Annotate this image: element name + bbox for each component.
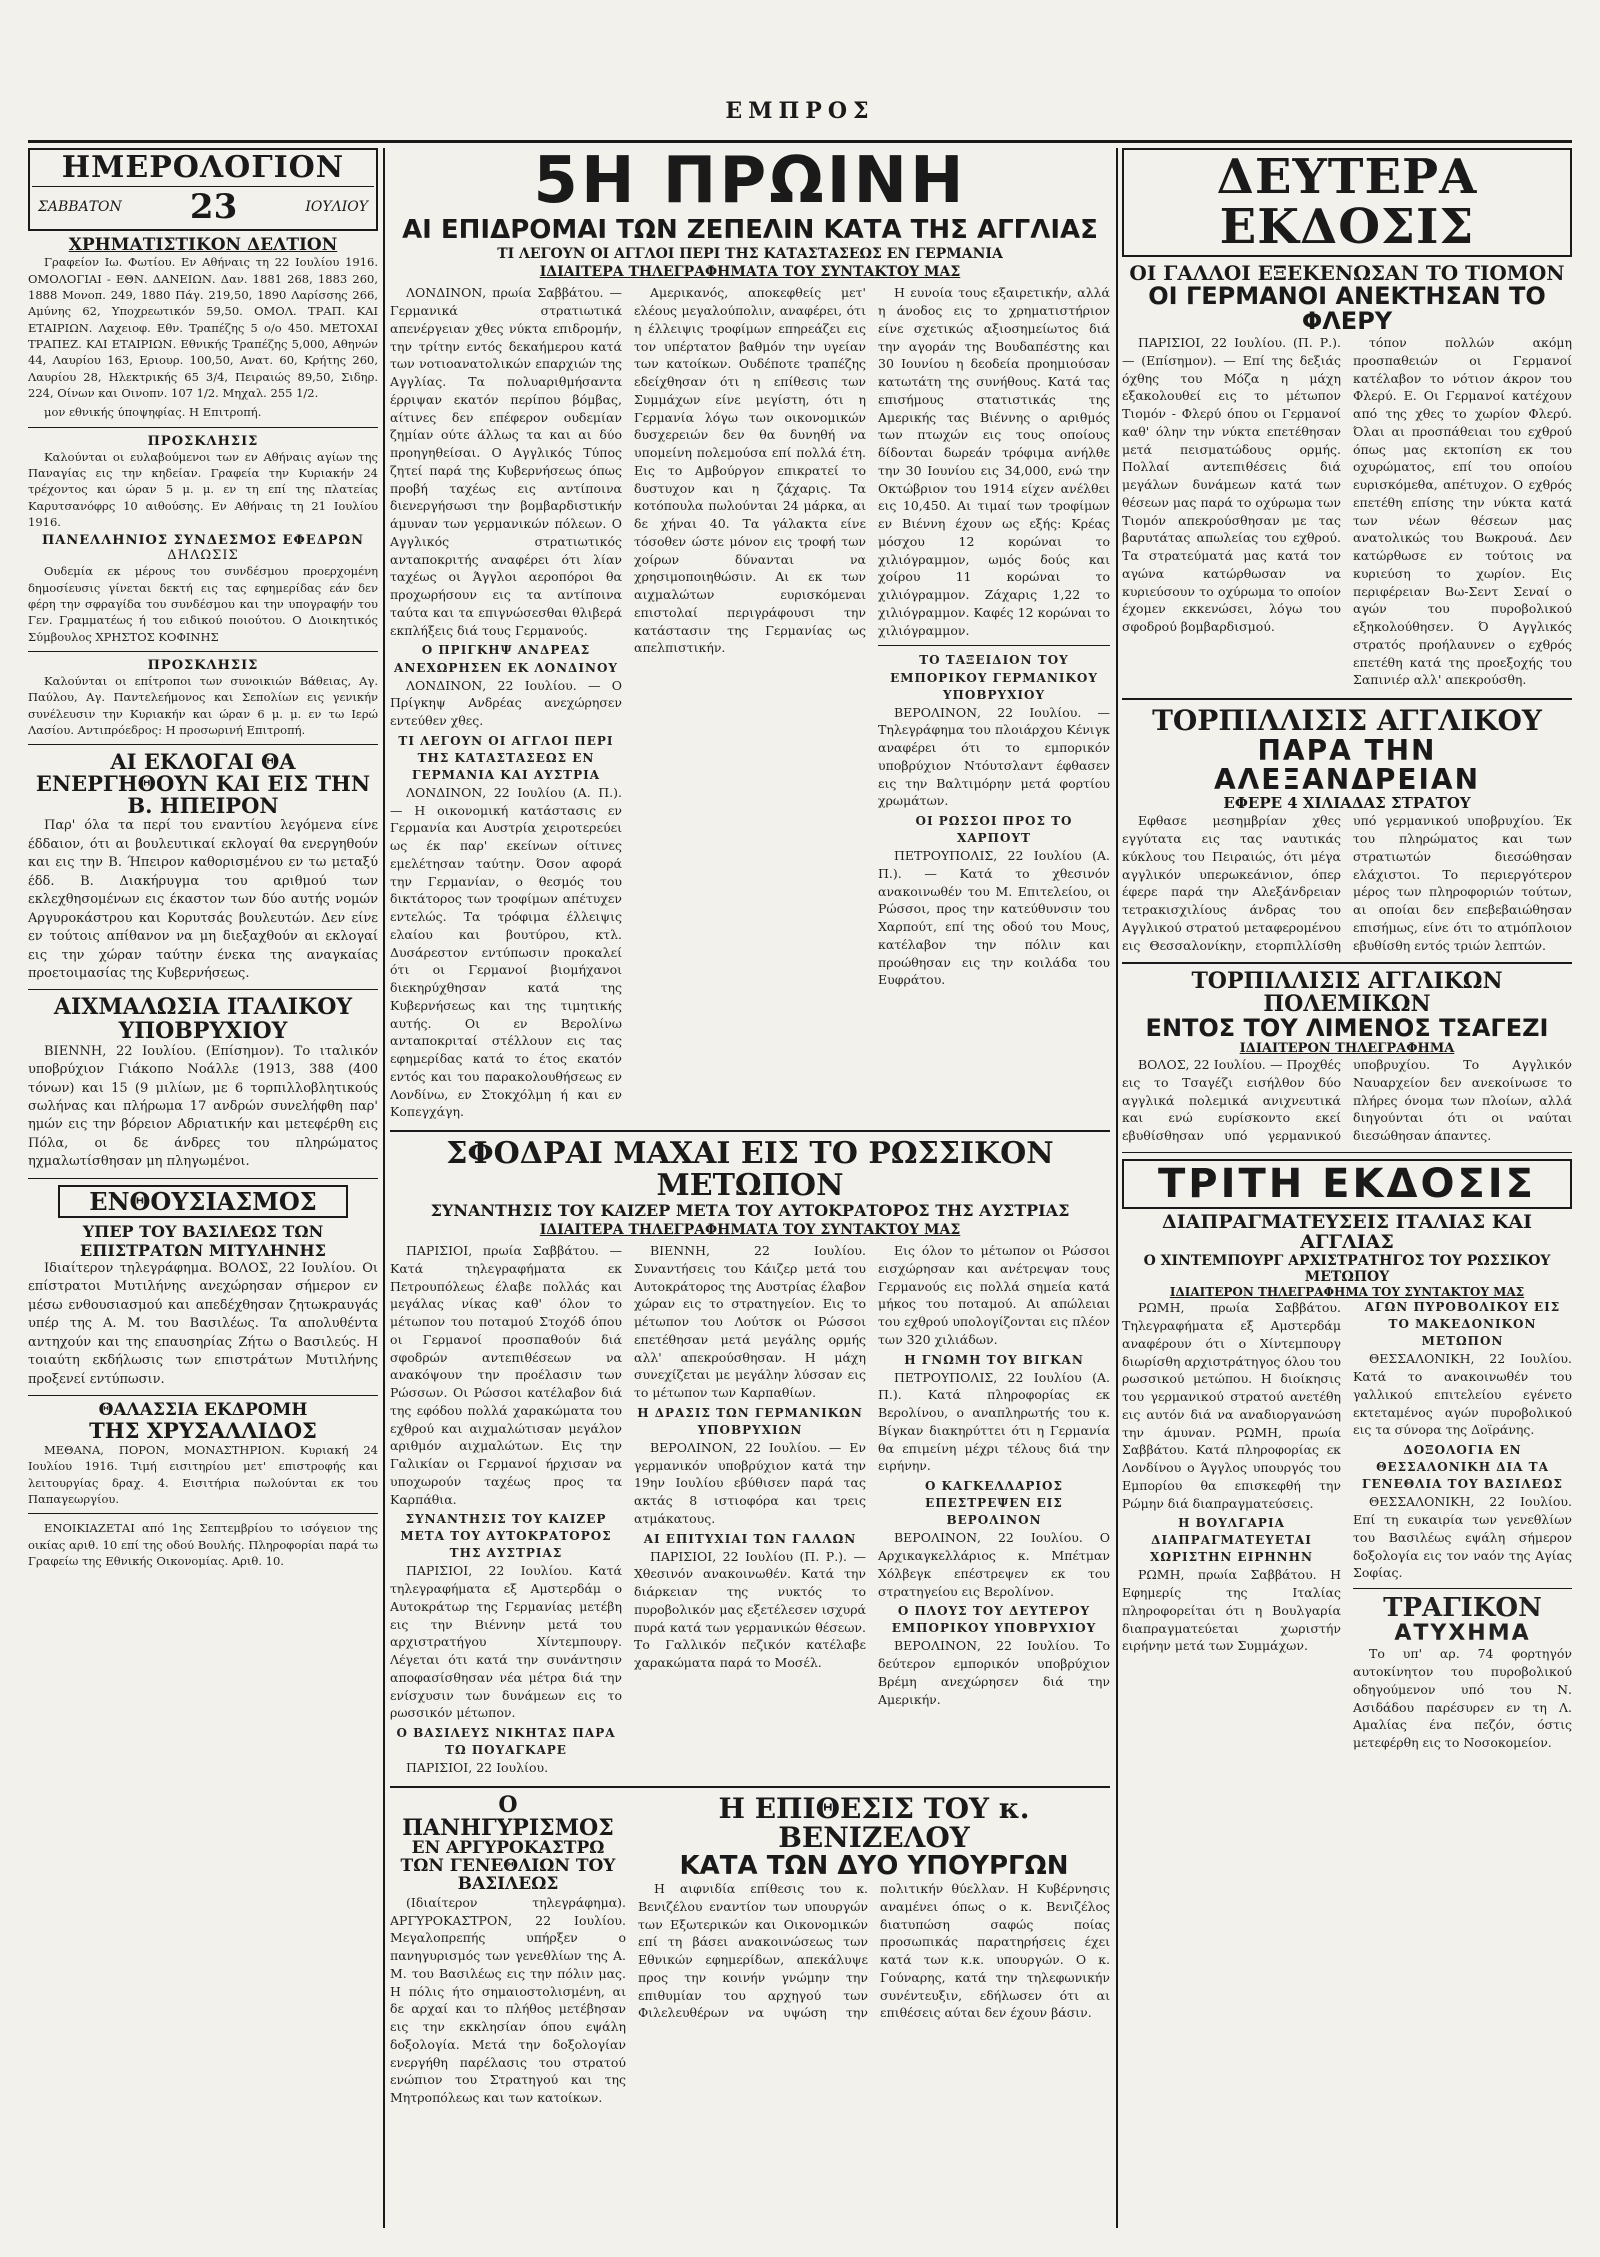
- divider: [390, 1786, 1110, 1788]
- union-text: Ουδεμία εκ μέρους του συνδέσμου προερχομένη δημοσίευσις γίνεται δεκτή εις τας εφημερίδας εάν δεν φέρη την σφραγίδα του συνδέσμου και την υπογραφήν του Γεν. Γραμματέως ή του ειδικού ποιούτου. Ο Διοικητικός Σύμβουλος ΧΡΗΣΤΟΣ ΚΟΦΙΝΗΣ: [28, 564, 378, 644]
- chancellor-text: ΒΕΡΟΛΙΝΟΝ, 22 Ιουλίου. Ο Αρχικαγκελλάριος κ. Μπέτμαν Χόλβεγκ επέστρεψεν εκ του στρατηγείου εις Βερολίνον.: [878, 1530, 1110, 1599]
- kaiser-headline: ΣΥΝΑΝΤΗΣΙΣ ΤΟΥ ΚΑΙΖΕΡ ΜΕΤΑ ΤΟΥ ΑΥΤΟΚΡΑΤΟΡΟΣ ΤΗΣ ΑΥΣΤΡΙΑΣ: [400, 1512, 612, 1561]
- divider: [1122, 698, 1572, 700]
- epirus-headline: ΑΙ ΕΚΛΟΓΑΙ ΘΑ ΕΝΕΡΓΗΘΟΥΝ ΚΑΙ ΕΙΣ ΤΗΝ Β. ΗΠΕΙΡΟΝ: [35, 749, 371, 819]
- calendar-date: 23: [189, 186, 238, 227]
- divider: [28, 1178, 378, 1179]
- second-sub-text: ΒΕΡΟΛΙΝΟΝ, 22 Ιουλίου. Το δεύτερον εμπορικόν υποβρύχιον Βρέμη ανεχώρησεν διά την Αμερικήν.: [878, 1638, 1110, 1707]
- calendar-month: ΙΟΥΛΙΟΥ: [305, 198, 368, 215]
- zeppelin-text-c: Η ευνοία τους εξαιρετικήν, αλλά η άνοδος εις το χρηματιστήριον είνε σχετικώς αξιοσημείωτος διά την αγοράν της Βουδαπέστης και 30 Ιουνίου η δεοδεία προημιούσαν κατωτάτη της συνήθους. Κατά τας επισήμους στατιστικάς της Αμερικής τας Βιέννης ο αριθμός των πτωχών εις τους οποίους δίδονται δωρεάν τρόφιμα ανήλθε την 30 Ιουνίου εις 34,000, ενώ την Οκτώβριον του 1914 είχεν ανέλθει εις 10,450. Αι τιμαί των τροφίμων εν Βιέννη έχουν ως εξής: Κρέας μόσχου 12 κορώναι το χιλιόγραμμον, ωμός δούς και χοίρου 11 κορώναι το χιλιόγραμμον. Ζάχαρις 1,22 το χιλιόγραμμον. Καφές 12 κορώναι το χιλιόγραμμον. ΤΟ ΤΑΞΕΙΔΙΟΝ ΤΟΥ ΕΜΠΟΡΙΚΟΥ ΓΕΡΜΑΝΙΚΟΥ ΥΠΟΒΡΥΧΙΟΥ ΒΕΡΟΛΙΝΟΝ, 22 Ιουλίου. — Τηλεγράφημα του πλοιάρχου Κένιγκ αναφέρει ότι το εμπορικόν υποβρύχιον Ντόυτσλαντ έφθασεν εις την Βαλτιμόρην μετά φορτίου χρωμάτων. ΟΙ ΡΩΣΣΟΙ ΠΡΟΣ ΤΟ ΧΑΡΠΟΥΤ ΠΕΤΡΟΥΠΟΛΙΣ, 22 Ιουλίου (Α. Π.). — Κατά το χθεσινόν ανακοινωθέν του Μ. Επιτελείου, οι Ρώσσοι, προς την κατεύθυνσιν του Χαρπούτ, επί της οδού του Μους, κατέλαβον την πόλιν και προώθησαν εις την κοιλάδα του Ευφράτου.: [878, 285, 1110, 988]
- tragic-subhead: ΑΤΥΧΗΜΑ: [1394, 1621, 1531, 1647]
- second-sub-headline: Ο ΠΛΟΥΣ ΤΟΥ ΔΕΥΤΕΡΟΥ ΕΜΠΟΡΙΚΟΥ ΥΠΟΒΡΥΧΙΟΥ: [891, 1604, 1097, 1636]
- financial-text: Γραφείον Ιω. Φωτίου. Εν Αθήναις τη 22 Ιουλίου 1916. ΟΜΟΛΟΓΙΑΙ - ΕΘΝ. ΔΑΝΕΙΩΝ. Δαν. 1881 268, 1883 260, 1888 Μονοπ. 249, 1880 Πάγ. 219,50, 1890 Λαρίσσης 266, Αμύνης 62, Υποχρεωτικόν 59,50. ΟΜΟΛ. ΤΡΑΠ. ΚΑΙ ΕΤΑΙΡΙΩΝ. Λαχειοφ. Εθν. Τραπέζης 5 ο/ο 450. ΜΕΤΟΧΑΙ ΤΡΑΠΕΖ. ΚΑΙ ΕΤΑΙΡΙΩΝ. Εθνικής Τραπέζης 5,000, Αθηνών 44, Λαυρίου 163, Εριουρ. 100,50, Ανατ. 60, Κρήτης 260, Λαυρίου 28, Ηλεκτρικής 65 3/4, Πειραιώς 89,50, Σιδηρ. 224, Οίνων και Οινοπν. 107 1/2. Μηχαλ. 255 1/2.: [28, 255, 378, 400]
- committee-note: μον εθνικής ύποψηφίας. Η Επιτροπή.: [44, 405, 262, 420]
- france-headline: ΟΙ ΓΑΛΛΟΙ ΕΞΕΚΕΝΩΣΑΝ ΤΟ ΤΙΟΜΟΝ: [1129, 260, 1565, 285]
- third-edition-banner: ΤΡΙΤΗ ΕΚΔΟΣΙΣ: [1122, 1159, 1572, 1209]
- italy-wire: ΙΔΙΑΙΤΕΡΟΝ ΤΗΛΕΓΡΑΦΗΜΑ ΤΟΥ ΣΥΝΤΑΚΤΟΥ ΜΑΣ: [1169, 1285, 1525, 1300]
- center-column: [390, 144, 1110, 2110]
- right-column: [1122, 148, 1572, 1755]
- tragic-text: Το υπ' αρ. 74 φορτηγόν αυτοκίνητον του πυροβολικού οδηγούμενον υπό του Ν. Ασιδάδου παρέσυρεν εν τη Λ. Αμαλίας ένα πεζόν, όστις μετεφέρθη εις το Νοσοκομείον.: [1353, 1646, 1572, 1751]
- russians-text: ΠΕΤΡΟΥΠΟΛΙΣ, 22 Ιουλίου (Α. Π.). — Κατά το χθεσινόν ανακοινωθέν του Μ. Επιτελείου, οι Ρώσσοι, προς την κατεύθυνσιν του Χαρπούτ, επί της οδού του Μους, κατέλαβον την πόλιν και προώθησαν εις την κοιλάδα του Ευφράτου.: [878, 848, 1110, 988]
- venizelos-headline: Η ΕΠΙΘΕΣΙΣ ΤΟΥ κ. ΒΕΝΙΖΕΛΟΥ: [718, 1792, 1030, 1855]
- russians-headline: ΟΙ ΡΩΣΣΟΙ ΠΡΟΣ ΤΟ ΧΑΡΠΟΥΤ: [915, 814, 1073, 846]
- divider: [28, 989, 378, 990]
- battles-text-a: ΠΑΡΙΣΙΟΙ, πρωία Σαββάτου. — Κατά τηλεγραφήματα εκ Πετρουπόλεως έλαβε πολλάς και μεγάλας νίκας καθ' όλον το μέτωπον του ποταμού Στοχόδ όπου οι Γερμανοί προσπαθούν διά σφοδρών αντεπιθέσεων να ανακόψουν την προέλασιν των Ρώσσων. Οι Ρώσσοι κατέλαβον διά της εφόδου πολλά χαρακώματα του εχθρού και αιχμαλώτισαν μεγάλον αριθμόν αιχμαλώτων. Εις την Γαλικίαν οι Γερμανοί ήρχισαν να υποχωρούν ταχέως προς τα Καρπάθια. ΣΥΝΑΝΤΗΣΙΣ ΤΟΥ ΚΑΙΖΕΡ ΜΕΤΑ ΤΟΥ ΑΥΤΟΚΡΑΤΟΡΟΣ ΤΗΣ ΑΥΣΤΡΙΑΣ ΠΑΡΙΣΙΟΙ, 22 Ιουλίου. Κατά τηλεγραφήματα εξ Αμστερδάμ ο Αυτοκράτωρ της Γερμανίας μετέβη εις την Βιέννην μετά του αρχιστρατήγου Χίντεμπουργ. Λέγεται ότι κατά την συνάντησιν αποφασίσθησαν νέα μέτρα διά την ενίσχυσιν των δυνάμεων εις το ρωσσικόν μέτωπον. Ο ΒΑΣΙΛΕΥΣ ΝΙΚΗΤΑΣ ΠΑΡΑ ΤΩ ΠΟΥΑΓΚΑΡΕ ΠΑΡΙΣΙΟΙ, 22 Ιουλίου.: [390, 1243, 622, 1776]
- panigyrismos-text: (Ιδιαίτερον τηλεγράφημα). ΑΡΓΥΡΟΚΑΣΤΡΟΝ, 22 Ιουλίου. Μεγαλοπρεπής υπήρξεν ο πανηγυρισμός των γενεθλίων της Α. Μ. του Βασιλέως εις την πόλιν μας. Η πόλις ήτο σημαιοστολισμένη, αι δε αρχαί και το πλήθος μετέβησαν εις την εκκλησίαν όπου εψάλη δοξολογία. Μετά την δοξολογίαν ενεργήθη παρέλασις του στρατού ενώπιον του Στρατηγού και της Μητροπόλεως και των κατοίκων.: [390, 1894, 626, 2106]
- edition-banner: 5Η ΠΡΩΙΝΗ: [533, 144, 967, 218]
- torpedo-text: Εφθασε μεσημβρίαν χθες εγγύτατα εις τας ναυτικάς κύκλους του Πειραιώς, ότι μέγα αγγλικόν υπερωκεάνιον, όπερ έφερε παρά την Αλεξάνδρειαν τετρακισχιλίους άνδρας του Αγγλικού στρατού μεταφερομένου εις Θεσσαλονίκην, ετορπιλλίσθη υπό γερμανικού υποβρυχίου. Έκ του πληρώματος και των στρατιωτών διεσώθησαν ελάχιστοι. Το περιεργότερον μέρος των πληροφοριών τούτων, αι οποίαι δεν επεβεβαιώθησαν επισήμως, είνε ότι το ατμόπλοιον εβυθίσθη εντός τριών λεπτών.: [1122, 813, 1572, 953]
- enthusiasm-text: Ιδιαίτερον τηλεγράφημα. ΒΟΛΟΣ, 22 Ιουλίου. Οι επίστρατοι Μυτιλήνης ανεχώρησαν σήμερον εν μέσω ενθουσιασμού και απεδέχθησαν ζητωκραυγάς υπέρ της Α. Μ. του Βασιλέως. Τα απολυθέντα αντηχούν και της επαυσηρίας Ζήτω ο Βασιλεύς. Η τοιαύτη εκδήλωσις των επιστράτων Μυτιλήνης προξενεί εντύπωσιν.: [28, 1260, 378, 1387]
- trial-headline: ΑΓΩΝ ΠΥΡΟΒΟΛΙΚΟΥ ΕΙΣ ΤΟ ΜΑΚΕΔΟΝΙΚΟΝ ΜΕΤΩΠΟΝ: [1364, 1300, 1561, 1349]
- divider: [1122, 962, 1572, 964]
- divider: [28, 1395, 378, 1396]
- panigyrismos-headline: Ο ΠΑΝΗΓΥΡΙΣΜΟΣ: [402, 1792, 614, 1842]
- italy-text: ΡΩΜΗ, πρωία Σαββάτου. Τηλεγραφήματα εξ Αμστερδάμ αναφέρουν ότι ο Χίντεμπουργ διωρίσθη αρχιστράτηγος όλου του ρωσσικού μετώπου. Η διοίκησις του γερμανικού στρατού ανετέθη εις αυτόν διά να αναδιοργανώση την άμυναν. ΡΩΜΗ, πρωία Σαββάτου. Κατά πληροφορίας εκ Λονδίνου ο Άγγλος υπουργός του Εμπορίου θα επισκεφθή την Ρώμην διά διαπραγματεύσεις. Η ΒΟΥΛΓΑΡΙΑ ΔΙΑΠΡΑΓΜΑΤΕΥΕΤΑΙ ΧΩΡΙΣΤΗΝ ΕΙΡΗΝΗΝ ΡΩΜΗ, πρωία Σαββάτου. Η Εφημερίς της Ιταλίας πληροφορείται ότι η Βουλγαρία διαπραγματεύεται χωριστήν ειρήνην μετά των Συμμάχων.: [1122, 1300, 1341, 1654]
- andreas-headline: Ο ΠΡΙΓΚΗΨ ΑΝΔΡΕΑΣ ΑΝΕΧΩΡΗΣΕΝ ΕΚ ΛΟΝΔΙΝΟΥ: [394, 643, 618, 675]
- rent-notice: ΕΝΟΙΚΙΑΖΕΤΑΙ από 1ης Σεπτεμβρίου το ισόγειον της οικίας αριθ. 10 επί της οδού Βουλής. Πληροφορίαι παρά τω Γραφείω της Εθνικής Οικονομίας. Αριθ. 10.: [28, 1521, 378, 1569]
- german-sub-text: ΒΕΡΟΛΙΝΟΝ, 22 Ιουλίου. — Εν γερμανικόν υποβρύχιον κατά την 19ην Ιουλίου εβύθισεν παρά τας ακτάς 8 ιστιοφόρα και τρεις ατμάκατους.: [634, 1439, 866, 1526]
- divider: [28, 744, 378, 745]
- battles-text-b: ΒΙΕΝΝΗ, 22 Ιουλίου. Συναντήσεις του Κάιζερ μετά του Αυτοκράτορος της Αυστρίας έλαβον χώραν εις το στρατηγείον. Εις το μέτωπον του Λούτσκ οι Ρώσσοι επετέθησαν μετά μεγάλης ορμής αλλ' απεκρούσθησαν. Η μάχη συνεχίζεται με μεγάλην λύσσαν εις το μέτωπον των Καρπαθίων. Η ΔΡΑΣΙΣ ΤΩΝ ΓΕΡΜΑΝΙΚΩΝ ΥΠΟΒΡΥΧΙΩΝ ΒΕΡΟΛΙΝΟΝ, 22 Ιουλίου. — Εν γερμανικόν υποβρύχιον κατά την 19ην Ιουλίου εβύθισεν παρά τας ακτάς 8 ιστιοφόρα και τρεις ατμάκατους. ΑΙ ΕΠΙΤΥΧΙΑΙ ΤΩΝ ΓΑΛΛΩΝ ΠΑΡΙΣΙΟΙ, 22 Ιουλίου (Π. Ρ.). — Χθεσινόν ανακοινωθέν. Κατά την διάρκειαν της νυκτός το πυροβολικόν μας εξετέλεσεν ισχυρά πυρά κατά των γερμανικών θέσεων. Το Γαλλικόν πεζικόν κατέλαβε χαρακώματα παρά το Μοσέλ.: [634, 1243, 866, 1671]
- column-divider: [383, 148, 385, 2228]
- doxol-headline: ΔΟΞΟΛΟΓΙΑ ΕΝ ΘΕΣΣΑΛΟΝΙΚΗ ΔΙΑ ΤΑ ΓΕΝΕΘΛΙΑ ΤΟΥ ΒΑΣΙΛΕΩΣ: [1362, 1443, 1563, 1492]
- column-divider: [1116, 148, 1118, 2228]
- enthusiasm-headline: ΕΝΘΟΥΣΙΑΣΜΟΣ: [58, 1185, 348, 1218]
- excursion-text: ΜΕΘΑΝΑ, ΠΟΡΟΝ, ΜΟΝΑΣΤΗΡΙΟΝ. Κυριακή 24 Ιουλίου 1916. Τιμή εισιτηρίου μετ' επιστροφής και λειτουργίας δραχ. 4. Εισιτήρια πωλούνται εκ του Παπαγεωργίου.: [28, 1443, 378, 1507]
- left-column: [28, 148, 378, 1572]
- italy-subhead: Ο ΧΙΝΤΕΜΠΟΥΡΓ ΑΡΧΙΣΤΡΑΤΗΓΟΣ ΤΟΥ ΡΩΣΣΙΚΟΥ ΜΕΤΩΠΟΥ: [1143, 1253, 1551, 1286]
- taxidion-headline: ΤΟ ΤΑΞΕΙΔΙΟΝ ΤΟΥ ΕΜΠΟΡΙΚΟΥ ΓΕΡΜΑΝΙΚΟΥ ΥΠΟΒΡΥΧΙΟΥ: [890, 653, 1098, 702]
- germany-text: ΛΟΝΔΙΝΟΝ, 22 Ιουλίου (Α. Π.). — Η οικονομική κατάστασις εν Γερμανία και Αυστρία χειροτερεύει ως έκ παρ' εκείνων οίτινες εμελέτησαν ταύτην. Όσον αφορά την Γερμανίαν, ο θεσμός του δικτάτορος των τροφίμων απέτυχεν εντελώς. Τα τρόφιμα έλλειψις ελαίου και βουτύρου, κτλ. Δυσάρεστον εντύπωσιν προκαλεί ότι οι Γερμανοί βιομήχανοι διεκηρύχθησαν κατά της Κυβερνήσεως και της τιμητικής αυτής. Οι εν Βερολίνω ανταποκριταί στέλλουν εις τας εφημερίδας κατά το έτος εκατόν εντός και του παρακολουθήσεως εν Λονδίνω, εν Στοκχόλμη ή και εν Κοπεγχάγη.: [390, 784, 622, 1120]
- bulgaria-headline: Η ΒΟΥΛΓΑΡΙΑ ΔΙΑΠΡΑΓΜΑΤΕΥΕΤΑΙ ΧΩΡΙΣΤΗΝ ΕΙΡΗΝΗΝ: [1150, 1516, 1313, 1565]
- zeppelin-text-b: Αμερικανός, αποκεφθείς μετ' ελέους μεγαλούπολιν, αναφέρει, ότι η έλλειψις τροφίμων επηρεάζει εις τον υπέρτατον βαθμόν την υγείαν των κατοίκων. Ουδέποτε τραπέζης εδείχθησαν ότι η επίθεσις των Συμμάχων είνε μεγίστη, ότι η Γερμανία λόγω των οικονομικών δυσχερειών δεν θα δυνηθή να υπομείνη πολεμούσα επί πολλά έτη. Εις το Αμβούργον επικρατεί το δυστυχον και η ζάχαρις. Τα κοτόπουλα πωλούνται 24 μάρκα, αι δε χήναι 40. Τα γάλακτα είνε τόσοθεν ώστε μόνον εις τροφή των χοίρων δύνανται να χρησιμοποιηθώσιν. Αι εκ των αιχμαλώτων ευρισκόμεναι επιστολαί περιγράφουσι την κατάστασιν της Γερμανίας ως απελπιστικήν.: [634, 285, 866, 656]
- paper-name: ΕΜΠΡΟΣ: [725, 98, 875, 124]
- france-text-a: ΠΑΡΙΣΙΟΙ, 22 Ιουλίου. (Π. Ρ.). — (Επίσημον). — Επί της δεξιάς όχθης του Μόζα η μάχη εξακολουθεί εις το μέτωπον Τιομόν - Φλερύ όπου οι Γερμανοί καθ' όλην την νύκτα επετέθησαν μετά πεισματώδους ορμής. Πολλαί αντεπιθέσεις διά μεγάλων δυνάμεων κατά των θέσεων μας παρά το οχύρωμα των Τιομόν απεκρούσθησαν με τας βαρυτάτας απωλείας του εχθρού. Τα στρατεύματά μας κατά τον αγώνα κατώρθωσαν να κυριεύσουν το οχύρωμα το οποίον έχομεν εκκενώσει, λόγω του σφοδρού βομβαρδισμού.: [1122, 335, 1341, 635]
- financial-title: ΧΡΗΜΑΤΙΣΤΙΚΟΝ ΔΕΛΤΙΟΝ: [68, 234, 338, 255]
- excursion-subhead: ΤΗΣ ΧΡΥΣΑΛΛΙΔΟΣ: [89, 1418, 317, 1443]
- masthead: [28, 20, 1572, 124]
- kaiser-subhead: ΣΥΝΑΝΤΗΣΙΣ ΤΟΥ ΚΑΙΖΕΡ ΜΕΤΑ ΤΟΥ ΑΥΤΟΚΡΑΤΟΡΟΣ ΤΗΣ ΑΥΣΤΡΙΑΣ: [430, 1201, 1070, 1221]
- torpedo-subhead: ΠΑΡΑ ΤΗΝ ΑΛΕΞΑΝΔΡΕΙΑΝ: [1213, 733, 1481, 796]
- calendar-box: [28, 148, 378, 231]
- french-headline: ΑΙ ΕΠΙΤΥΧΙΑΙ ΤΩΝ ΓΑΛΛΩΝ: [643, 1531, 857, 1546]
- excursion-headline: ΘΑΛΑΣΣΙΑ ΕΚΔΡΟΜΗ: [98, 1400, 308, 1421]
- france-text-b: τόπον πολλών ακόμη προσπαθειών οι Γερμανοί κατέλαβον το νότιον άκρον του Φλερύ. Ε. Οι Γερμανοί κατέχουν από της χθες το χωρίον Φλερύ. Όλαι αι προσπάθειαι του εχθρού όπως μας εκτοπίση εκ του οχυρώματος, επί του οποίου ευρισκόμεθα, απέτυχον. Ο εχθρός επετέθη επίσης την νύκτα κατά των νέων θέσεων μας ανατολικώς του Βωκρουά. Δεν κατώρθωσε εν τούτοις να κυριεύση το χωρίον. Εις περιφέρειαν Βω-Σεντ Σεναί ο αγών του πυροβολικού εξηκολούθησεν. Ό Αγγλικός στρατός προήλαυνεν ο εχθρός επετέθη κατά της προεξοχής του Σαπινιέρ αλλ' απεκρούσθη.: [1353, 335, 1572, 688]
- masthead-rule: [28, 140, 1572, 143]
- german-sub-headline: Η ΔΡΑΣΙΣ ΤΩΝ ΓΕΡΜΑΝΙΚΩΝ ΥΠΟΒΡΥΧΙΩΝ: [637, 1405, 863, 1437]
- union-subtitle: ΔΗΛΩΣΙΣ: [167, 548, 239, 564]
- invitation-text: Καλούνται οι ευλαβούμενοι των εν Αθήναις αγίων της Παναγίας εις την κηδείαν. Γραφεία την Κυριακήν 24 τρέχοντος και ώραν 5 μ. μ. εν τη επί της πλατείας Καρυτσανόφρς 10 αιθούσης. Εν Αθήναις τη 21 Ιουλίου 1916.: [28, 449, 378, 529]
- tsagezi-headline: ΤΟΡΠΙΛΛΙΣΙΣ ΑΓΓΛΙΚΩΝ ΠΟΛΕΜΙΚΩΝ: [1191, 967, 1503, 1017]
- divider: [28, 651, 378, 652]
- tsagezi-subhead: ΕΝΤΟΣ ΤΟΥ ΛΙΜΕΝΟΣ ΤΣΑΓΕΖΙ: [1145, 1014, 1549, 1043]
- trial-text: ΘΕΣΣΑΛΟΝΙΚΗ, 22 Ιουλίου. Κατά το ανακοινωθέν του γαλλικού επιτελείου εγένετο εκτεταμένος αγών πυροβολικού εις τα σύνορα της Δοϊράνης.: [1353, 1351, 1572, 1438]
- andreas-text: ΛΟΝΔΙΝΟΝ, 22 Ιουλίου. — Ο Πρίγκηψ Ανδρέας ανεχώρησεν εντεύθεν χθες.: [390, 677, 622, 729]
- main-headline: ΑΙ ΕΠΙΔΡΟΜΑΙ ΤΩΝ ΖΕΠΕΛΙΝ ΚΑΤΑ ΤΗΣ ΑΓΓΛΙΑΣ: [402, 215, 1098, 246]
- enthusiasm-subhead: ΥΠΕΡ ΤΟΥ ΒΑΣΙΛΕΩΣ ΤΩΝ ΕΠΙΣΤΡΑΤΩΝ ΜΙΤΥΛΗΝΗΣ: [80, 1221, 326, 1260]
- submarine-text: ΒΙΕΝΝΗ, 22 Ιουλίου. (Επίσημον). Το ιταλικόν υποβρύχιον Γιάκοπο Νοάλλε (1913, 388 (400 τόνων) και 15 (9 μιλίων, με 6 τορπιλλοβλητικούς σωλήνας και πλήρωμα 17 ανδρών συνελήφθη παρ' ημών εις την βόρειον Αδριατικήν και μετεφέρθη εις Πόλα, οι δε άνδρες του πληρώματος ηχμαλωτίσθησαν μη πληγωμένοι.: [28, 1043, 378, 1170]
- panigyrismos-subhead: ΕΝ ΑΡΓΥΡΟΚΑΣΤΡΩ ΤΩΝ ΓΕΝΕΘΛΙΩΝ ΤΟΥ ΒΑΣΙΛΕΩΣ: [400, 1838, 616, 1894]
- nikitas-text: ΠΑΡΙΣΙΟΙ, 22 Ιουλίου.: [406, 1760, 549, 1776]
- battles-headline: ΣΦΟΔΡΑΙ ΜΑΧΑΙ ΕΙΣ ΤΟ ΡΩΣΣΙΚΟΝ ΜΕΤΩΠΟΝ: [446, 1136, 1054, 1203]
- venizelos-article: [638, 1794, 1110, 2110]
- chancellor-headline: Ο ΚΑΓΚΕΛΛΑΡΙΟΣ ΕΠΕΣΤΡΕΨΕΝ ΕΙΣ ΒΕΡΟΛΙΝΟΝ: [925, 1479, 1063, 1528]
- divider: [390, 1130, 1110, 1132]
- france-subhead: ΟΙ ΓΕΡΜΑΝΟΙ ΑΝΕΚΤΗΣΑΝ ΤΟ ΦΛΕΡΥ: [1148, 281, 1546, 335]
- battles-text-c: Εις όλον το μέτωπον οι Ρώσσοι εισχώρησαν και ανέτρεψαν τους Γερμανούς εις πολλά σημεία κατά μήκος του ποταμού. Αι απώλειαι του εχθρού υπολογίζονται εις πλέον των 320 χιλιάδων. Η ΓΝΩΜΗ ΤΟΥ ΒΙΓΚΑΝ ΠΕΤΡΟΥΠΟΛΙΣ, 22 Ιουλίου (Α. Π.). Κατά πληροφορίας εκ Βερολίνου, ο αναπληρωτής του κ. Βίγκαν διακηρύττει ότι η Γερμανία θα επιμείνη μέχρι τέλους διά την ειρήνην. Ο ΚΑΓΚΕΛΛΑΡΙΟΣ ΕΠΕΣΤΡΕΨΕΝ ΕΙΣ ΒΕΡΟΛΙΝΟΝ ΒΕΡΟΛΙΝΟΝ, 22 Ιουλίου. Ο Αρχικαγκελλάριος κ. Μπέτμαν Χόλβεγκ επέστρεψεν εκ του στρατηγείου εις Βερολίνον. Ο ΠΛΟΥΣ ΤΟΥ ΔΕΥΤΕΡΟΥ ΕΜΠΟΡΙΚΟΥ ΥΠΟΒΡΥΧΙΟΥ ΒΕΡΟΛΙΝΟΝ, 22 Ιουλίου. Το δεύτερον εμπορικόν υποβρύχιον Βρέμη ανεχώρησεν διά την Αμερικήν.: [878, 1243, 1110, 1707]
- union-title: ΠΑΝΕΛΛΗΝΙΟΣ ΣΥΝΔΕΣΜΟΣ ΕΦΕΔΡΩΝ: [41, 533, 365, 549]
- venizelos-text: Η αιφνιδία επίθεσις του κ. Βενιζέλου εναντίον των υπουργών των Εξωτερικών και Οικονομικών επί τη βάσει ανακοινώσεως των Εθνικών εφημερίδων, απεκάλυψε προς την κοινήν γνώμην την επιθυμίαν του αρχηγού των Φιλελευθέρων να υψώση την πολιτικήν θύελλαν. Η Κυβέρνησις αναμένει όπως ο κ. Βενιζέλος διατυπώση σαφώς ποίας προσωπικάς παρατηρήσεις έχει κατά των κ.κ. υπουργών. Ο κ. Γούναρης, κατά την τηλεφωνικήν συνέντευξιν, εδήλωσεν ότι αι επιθέσεις αύται δεν έχουν βάσιν.: [638, 1881, 1110, 2021]
- calendar-day: ΣΑΒΒΑΤΟΝ: [38, 198, 122, 215]
- main-subhead: ΤΙ ΛΕΓΟΥΝ ΟΙ ΑΓΓΛΟΙ ΠΕΡΙ ΤΗΣ ΚΑΤΑΣΤΑΣΕΩΣ ΕΝ ΓΕΡΜΑΝΙΑ: [497, 246, 1003, 263]
- divider: [1122, 1152, 1572, 1153]
- french-text: ΠΑΡΙΣΙΟΙ, 22 Ιουλίου (Π. Ρ.). — Χθεσινόν ανακοινωθέν. Κατά την διάρκειαν της νυκτός το πυροβολικόν μας εξετέλεσεν ισχυρά πυρά κατά των γερμανικών θέσεων. Το Γαλλικόν πεζικόν κατέλαβε χαρακώματα παρά το Μοσέλ.: [634, 1548, 866, 1671]
- doxol-text: ΘΕΣΣΑΛΟΝΙΚΗ, 22 Ιουλίου. Επί τη ευκαιρία των γενεθλίων του Βασιλέως εψάλη σήμερον δοξολογία εις τον ναόν της Αγίας Σοφίας.: [1353, 1494, 1572, 1581]
- calendar-title: ΗΜΕΡΟΛΟΓΙΟΝ: [61, 150, 345, 185]
- tragic-headline: ΤΡΑΓΙΚΟΝ: [1383, 1593, 1542, 1624]
- tsagezi-wire: ΙΔΙΑΙΤΕΡΟΝ ΤΗΛΕΓΡΑΦΗΜΑ: [1239, 1041, 1455, 1057]
- wire-label: ΙΔΙΑΙΤΕΡΑ ΤΗΛΕΓΡΑΦΗΜΑΤΑ ΤΟΥ ΣΥΝΤΑΚΤΟΥ ΜΑΣ: [539, 1222, 961, 1239]
- venizelos-subhead: ΚΑΤΑ ΤΩΝ ΔΥΟ ΥΠΟΥΡΓΩΝ: [679, 1850, 1069, 1881]
- torpedo-subhead-2: ΕΦΕΡΕ 4 ΧΙΛΙΑΔΑΣ ΣΤΡΑΤΟΥ: [1223, 794, 1471, 813]
- nikitas-headline: Ο ΒΑΣΙΛΕΥΣ ΝΙΚΗΤΑΣ ΠΑΡΑ ΤΩ ΠΟΥΑΓΚΑΡΕ: [396, 1726, 616, 1758]
- second-edition-banner: ΔΕΥΤΕΡΑ ΕΚΔΟΣΙΣ: [1122, 148, 1572, 257]
- trial-column: [1353, 1299, 1572, 1755]
- tsagezi-text: ΒΟΛΟΣ, 22 Ιουλίου. — Προχθές εις το Τσαγέζι εισήλθον δύο αγγλικά πολεμικά ανιχνευτικά και ενώ ευρίσκοντο εκεί εβυθίσθησαν υπό γερμανικού υποβρυχίου. Το Αγγλικόν Ναυαρχείον δεν ανεκοίνωσε το πλήρες όνομα των πλοίων, αλλά διηγούνται ότι οι ναύται διεσώθησαν άπαντες.: [1122, 1057, 1572, 1144]
- taxidion-text: ΒΕΡΟΛΙΝΟΝ, 22 Ιουλίου. — Τηλεγράφημα του πλοιάρχου Κένιγκ αναφέρει ότι το εμπορικόν υποβρύχιον Ντόυτσλαντ έφθασεν εις την Βαλτιμόρην μετά φορτίου χρωμάτων.: [878, 704, 1110, 809]
- torpedo-headline: ΤΟΡΠΙΛΛΙΣΙΣ ΑΓΓΛΙΚΟΥ: [1152, 704, 1542, 738]
- wire-label: ΙΔΙΑΙΤΕΡΑ ΤΗΛΕΓΡΑΦΗΜΑΤΑ ΤΟΥ ΣΥΝΤΑΚΤΟΥ ΜΑΣ: [539, 264, 961, 281]
- kaiser-text: ΠΑΡΙΣΙΟΙ, 22 Ιουλίου. Κατά τηλεγραφήματα εξ Αμστερδάμ ο Αυτοκράτωρ της Γερμανίας μετέβη εις την Βιέννην μετά του αρχιστρατήγου Χίντεμπουργ. Λέγεται ότι κατά την συνάντησιν αποφασίσθησαν νέα μέτρα διά την ενίσχυσιν των δυνάμεων εις το ρωσσικόν μέτωπον.: [390, 1563, 622, 1721]
- vigkan-headline: Η ΓΝΩΜΗ ΤΟΥ ΒΙΓΚΑΝ: [904, 1352, 1084, 1367]
- invitation-title: ΠΡΟΣΚΛΗΣΙΣ: [147, 657, 259, 673]
- invitation-text: Καλούνται οι επίτροποι των συνοικιών Βάθειας, Αγ. Παύλου, Αγ. Παντελεήμονος και Σεπολίων εις γενικήν συνέλευσιν την Κυριακήν και ώραν 6 μ. μ. εν τω Ιερώ Λασίου. Αντιπρόεδρος: Η προσωρινή Επιτροπή.: [28, 673, 378, 737]
- vigkan-text: ΠΕΤΡΟΥΠΟΛΙΣ, 22 Ιουλίου (Α. Π.). Κατά πληροφορίας εκ Βερολίνου, ο αναπληρωτής του κ. Βίγκαν διακηρύττει ότι η Γερμανία θα επιμείνη μέχρι τέλους διά την ειρήνην.: [878, 1369, 1110, 1474]
- submarine-headline: ΑΙΧΜΑΛΩΣΙΑ ΙΤΑΛΙΚΟΥ ΥΠΟΒΡΥΧΙΟΥ: [53, 994, 353, 1044]
- panigyrismos-article: [390, 1794, 626, 2110]
- epirus-text: Παρ' όλα τα περί του εναντίου λεγόμενα είνε έδδαιον, ότι αι βουλευτικαί εκλογαί θα ενεργηθούν και εις την Β. Ήπειρον καθορισμένου εν τω μεταξύ έδδ. Β. Διακήρυγμα του αριθμού των εκλεχθησομένων εις έκαστον των δύο αυτής νομών Αργυροκάστρου και Κορυτσάς βουλευτών. Δεν είνε εν τούτοις απίθανον να μη διεξαχθούν αι εκλογαί εις την χώραν ταύτην ένεκα της αναγκαίας προετοιμασίας της Κυβερνήσεως.: [28, 818, 378, 981]
- germany-headline: ΤΙ ΛΕΓΟΥΝ ΟΙ ΑΓΓΛΟΙ ΠΕΡΙ ΤΗΣ ΚΑΤΑΣΤΑΣΕΩΣ ΕΝ ΓΕΡΜΑΝΙΑ ΚΑΙ ΑΥΣΤΡΙΑ: [398, 733, 614, 782]
- zeppelin-text-a: ΛΟΝΔΙΝΟΝ, πρωία Σαββάτου. — Γερμανικά στρατιωτικά απενέργειαν χθες νύκτα επιδρομήν, την τρίτην εντός δεκαήμερου κατά των νοτιοανατολικών επαρχιών της Αγγλίας. Τα πολυαριθμήσαντα έρριψαν εκατόν περίπου βόμβας, αίτινες δεν επέφερον ουδεμίαν ζημίαν ούτε άλλως τα και αι δύο προηγηθείσαι. Ο Αγγλικός Τύπος ζητεί παρά της Κυβερνήσεως όπως προβή ταχέως εις αντίποινα διενεργήσωσι την βομβαρδιστικήν άμυναν των γερμανικών πόλεων. Ο Αγγλικός στρατιωτικός ανταποκριτής αναφέρει ότι λίαν ταχέως οι Άγγλοι αεροπόροι θα προχωρήσουν εις τα αντίποινα ταύτα και τα επιγνώσεσθαι θλιβερά εκπλήξεις διά τους Γερμανούς. Ο ΠΡΙΓΚΗΨ ΑΝΔΡΕΑΣ ΑΝΕΧΩΡΗΣΕΝ ΕΚ ΛΟΝΔΙΝΟΥ ΛΟΝΔΙΝΟΝ, 22 Ιουλίου. — Ο Πρίγκηψ Ανδρέας ανεχώρησεν εντεύθεν χθες. ΤΙ ΛΕΓΟΥΝ ΟΙ ΑΓΓΛΟΙ ΠΕΡΙ ΤΗΣ ΚΑΤΑΣΤΑΣΕΩΣ ΕΝ ΓΕΡΜΑΝΙΑ ΚΑΙ ΑΥΣΤΡΙΑ ΛΟΝΔΙΝΟΝ, 22 Ιουλίου (Α. Π.). — Η οικονομική κατάστασις εν Γερμανία και Αυστρία χειροτερεύει ως έκ παρ' εκείνων οίτινες εμελέτησαν ταύτην. Όσον αφορά την Γερμανίαν, ο θεσμός του δικτάτορος των τροφίμων απέτυχεν εντελώς. Τα τρόφιμα έλλειψις ελαίου και βουτύρου, κτλ. Δυσάρεστον εντύπωσιν προκαλεί ότι οι Γερμανοί βιομήχανοι διεκηρύχθησαν κατά της Κυβερνήσεως και της τιμητικής αυτής. Οι εν Βερολίνω ανταποκριταί στέλλουν εις τας εφημερίδας κατά το έτος εκατόν εντός και του παρακολουθήσεως εν Λονδίνω, εν Στοκχόλμη ή και εν Κοπεγχάγη.: [390, 285, 622, 1120]
- divider: [28, 427, 378, 428]
- divider: [28, 1513, 378, 1514]
- newspaper-page: [28, 20, 1572, 2237]
- italy-headline: ΔΙΑΠΡΑΓΜΑΤΕΥΣΕΙΣ ΙΤΑΛΙΑΣ ΚΑΙ ΑΓΓΛΙΑΣ: [1162, 1211, 1532, 1254]
- invitation-title: ΠΡΟΣΚΛΗΣΙΣ: [147, 433, 259, 449]
- bulgaria-text: ΡΩΜΗ, πρωία Σαββάτου. Η Εφημερίς της Ιταλίας πληροφορείται ότι η Βουλγαρία διαπραγματεύεται χωριστήν ειρήνην μετά των Συμμάχων.: [1122, 1567, 1341, 1654]
